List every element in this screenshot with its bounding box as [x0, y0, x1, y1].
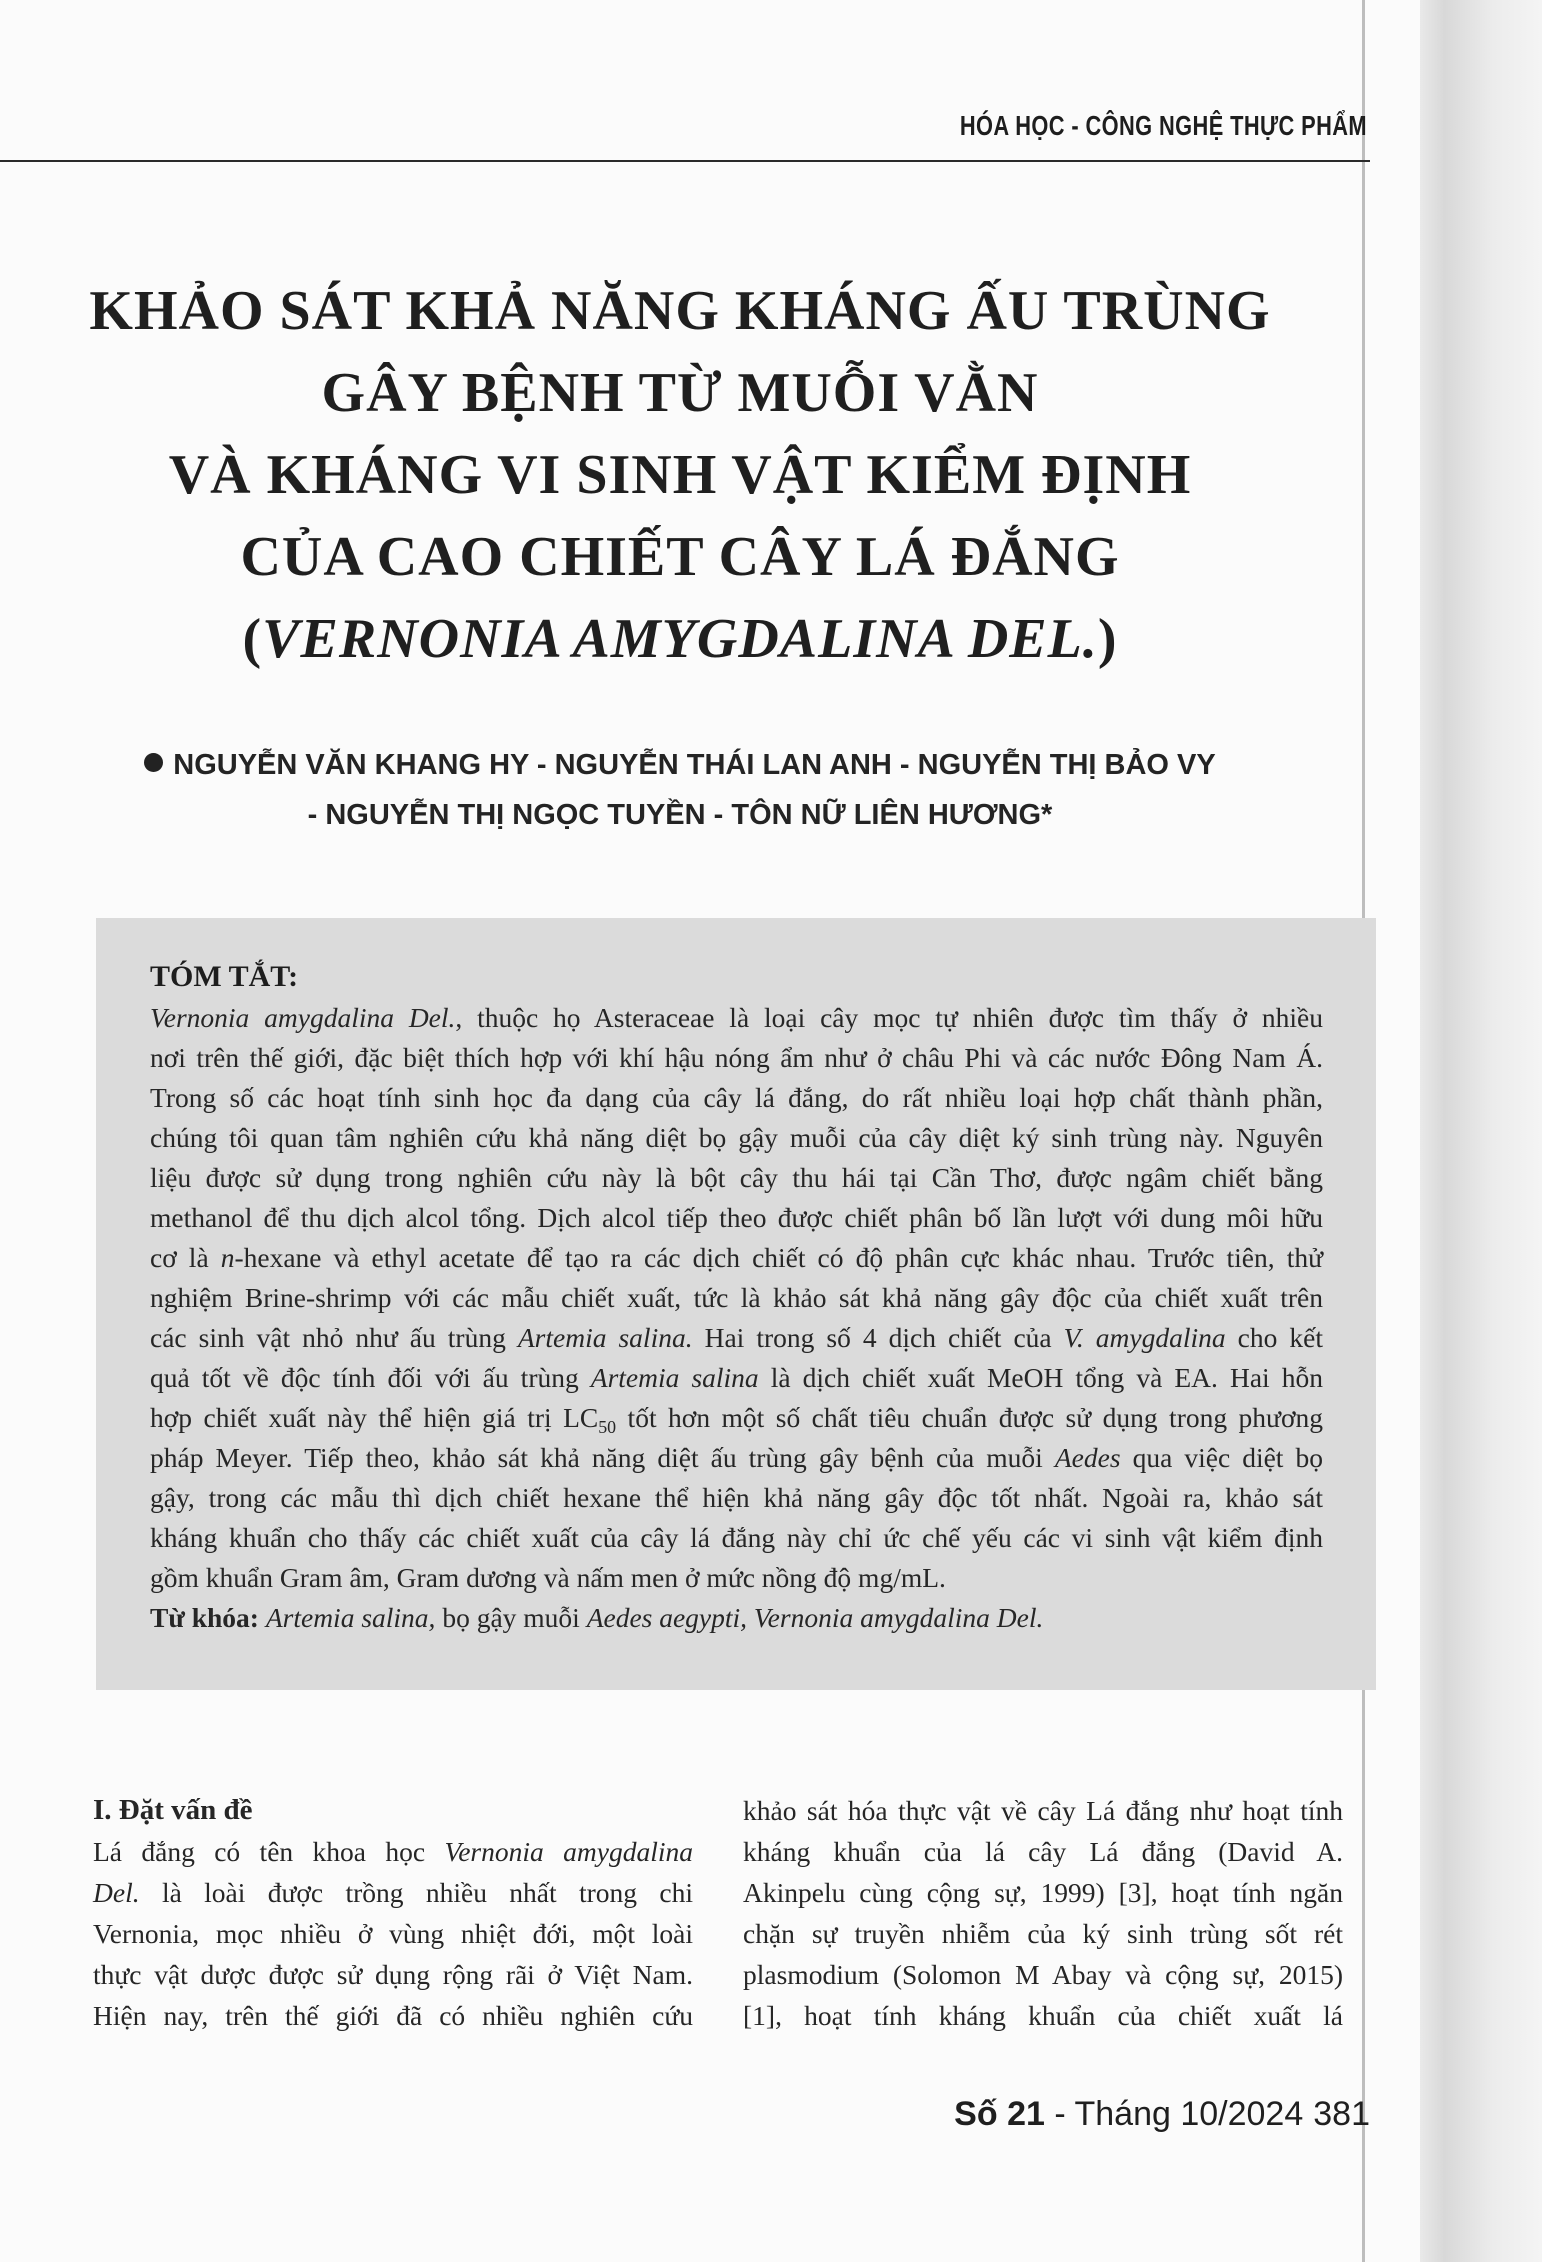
- body-line: Hiện nay, trên thế giới đã có nhiều nghiên cứu: [93, 2000, 693, 2031]
- abstract-line: pháp Meyer. Tiếp theo, khảo sát khả năng diệt ấu trùng gây bệnh của muỗi Aedes qua việc diệt bọ: [150, 1442, 1324, 1473]
- page-edge-shadow: [1420, 0, 1542, 2262]
- keywords-line: Từ khóa: Artemia salina, bọ gậy muỗi Aedes aegypti, Vernonia amygdalina Del.: [150, 1602, 1044, 1633]
- body-line: Akinpelu cùng cộng sự, 1999) [3], hoạt tính ngăn: [743, 1877, 1343, 1908]
- abstract-line: cơ là n-hexane và ethyl acetate để tạo ra các dịch chiết có độ phân cực khác nhau. Trước tiên, thử: [150, 1242, 1323, 1273]
- abstract-line: liệu được sử dụng trong nghiên cứu này là bột cây thu hái tại Cần Thơ, được ngâm chiết bằng: [150, 1162, 1323, 1193]
- body-column-left: [93, 1790, 693, 2036]
- keywords-label: Từ khóa:: [150, 1602, 259, 1633]
- abstract-line: Vernonia amygdalina Del., thuộc họ Asteraceae là loại cây mọc tự nhiên được tìm thấy ở nhiều: [150, 1002, 1323, 1033]
- author-list: [60, 740, 1300, 840]
- abstract-heading: TÓM TẮT:: [150, 960, 299, 993]
- body-line: kháng khuẩn của lá cây Lá đắng (David A.: [743, 1836, 1343, 1867]
- title-line: VÀ KHÁNG VI SINH VẬT KIỂM ĐỊNH: [168, 444, 1192, 506]
- body-line: plasmodium (Solomon M Abay và cộng sự, 2015): [743, 1959, 1343, 1990]
- abstract-line: quả tốt về độc tính đối với ấu trùng Artemia salina là dịch chiết xuất MeOH tổng và EA. Hai hỗn: [150, 1362, 1323, 1393]
- abstract-line: methanol để thu dịch alcol tổng. Dịch alcol tiếp theo được chiết phân bố lần lượt với dung môi hữu: [150, 1202, 1323, 1233]
- author-line: NGUYỄN VĂN KHANG HY - NGUYỄN THÁI LAN ANH - NGUYỄN THỊ BẢO VY: [60, 740, 1300, 790]
- article-title: [60, 270, 1300, 680]
- issue-month: Tháng 10/2024: [1074, 2095, 1304, 2133]
- body-line: Del. là loài được trồng nhiều nhất trong chi: [93, 1877, 693, 1908]
- abstract-line: gồm khuẩn Gram âm, Gram dương và nấm men ở mức nồng độ mg/mL.: [150, 1562, 946, 1593]
- bullet-icon: [144, 753, 163, 772]
- body-line: chặn sự truyền nhiễm của ký sinh trùng sốt rét: [743, 1918, 1343, 1949]
- abstract-body: [150, 998, 1323, 1638]
- body-line: khảo sát hóa thực vật về cây Lá đắng như hoạt tính: [743, 1795, 1343, 1826]
- abstract-line: chúng tôi quan tâm nghiên cứu khả năng diệt bọ gậy muỗi của cây diệt ký sinh trùng này. Nguyên: [150, 1122, 1323, 1153]
- page-number: 381: [1313, 2095, 1370, 2133]
- abstract-line: các sinh vật nhỏ như ấu trùng Artemia salina. Hai trong số 4 dịch chiết của V. amygdalina cho kết: [150, 1322, 1323, 1353]
- abstract-line: Trong số các hoạt tính sinh học đa dạng của cây lá đắng, do rất nhiều loại hợp chất thành phần,: [150, 1082, 1323, 1113]
- title-latin-name: VERNONIA AMYGDALINA DEL.: [262, 608, 1098, 670]
- body-line: Vernonia, mọc nhiều ở vùng nhiệt đới, một loài: [93, 1918, 693, 1949]
- body-line: Lá đắng có tên khoa học Vernonia amygdalina: [93, 1836, 693, 1867]
- section-heading: I. Đặt vấn đề: [93, 1794, 253, 1826]
- body-column-right: [743, 1790, 1343, 2036]
- abstract-line: kháng khuẩn cho thấy các chiết xuất của cây lá đắng này chỉ ức chế yếu các vi sinh vật kiểm định: [150, 1522, 1323, 1553]
- abstract-line: gậy, trong các mẫu thì dịch chiết hexane thể hiện khả năng gây độc tốt nhất. Ngoài ra, khảo sát: [150, 1482, 1323, 1513]
- author-line: - NGUYỄN THỊ NGỌC TUYỀN - TÔN NỮ LIÊN HƯƠNG*: [307, 799, 1053, 831]
- page-footer: Số 21 - Tháng 10/2024 381: [954, 2095, 1370, 2133]
- body-line: thực vật dược được sử dụng rộng rãi ở Việt Nam.: [93, 1959, 693, 1990]
- abstract-line: nơi trên thế giới, đặc biệt thích hợp với khí hậu nóng ẩm như ở châu Phi và các nước Đông Nam Á.: [150, 1042, 1323, 1073]
- title-line: GÂY BỆNH TỪ MUỖI VẰN: [321, 362, 1039, 424]
- body-line: [1], hoạt tính kháng khuẩn của chiết xuất lá: [743, 2000, 1343, 2031]
- title-line: KHẢO SÁT KHẢ NĂNG KHÁNG ẤU TRÙNG: [89, 280, 1271, 342]
- issue-number: Số 21: [954, 2095, 1045, 2133]
- abstract-line: hợp chiết xuất này thể hiện giá trị $LC_{50}$ tốt hơn một số chất tiêu chuẩn được sử dụng trong phương: [150, 1402, 1324, 1437]
- running-head: HÓA HỌC - CÔNG NGHỆ THỰC PHẨM: [959, 110, 1367, 141]
- header-rule: [0, 160, 1370, 162]
- title-line: CỦA CAO CHIẾT CÂY LÁ ĐẮNG: [240, 526, 1120, 588]
- abstract-line: nghiệm Brine-shrimp với các mẫu chiết xuất, tức là khảo sát khả năng gây độc của chiết xuất trên: [150, 1282, 1323, 1313]
- title-latin-line: (VERNONIA AMYGDALINA DEL.): [242, 608, 1118, 670]
